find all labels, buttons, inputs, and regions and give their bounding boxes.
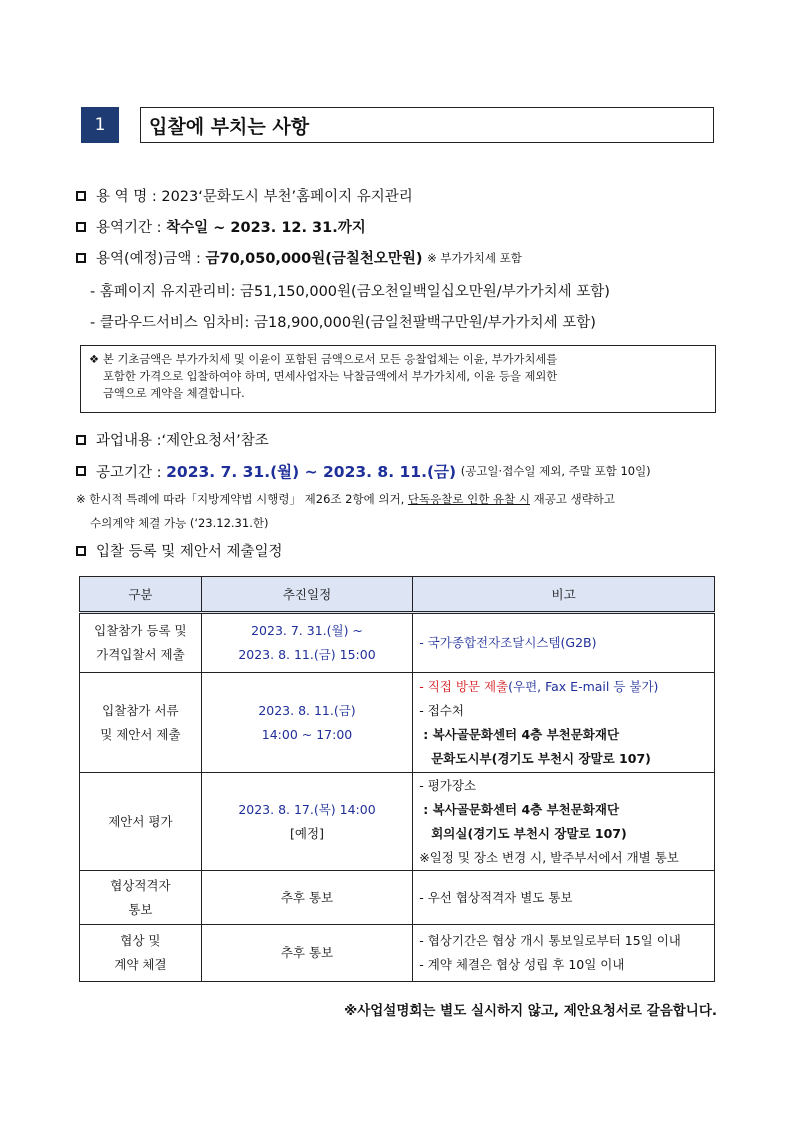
notice-line: 포함한 가격으로 입찰하여야 하며, 면세사업자는 낙찰금액에서 부가가치세, 이윤 등을 제외한 <box>103 370 558 383</box>
service-amount-label: 용역(예정)금액 : <box>96 251 201 267</box>
remarks-text: : 복사골문화센터 4층 부천문화재단 <box>423 726 620 742</box>
scope-value: ‘제안요청서’참조 <box>161 433 269 449</box>
header-remarks: 비고 <box>413 577 715 613</box>
category-text: 통보 <box>128 901 153 917</box>
scope-line <box>76 429 269 450</box>
schedule-table <box>79 576 715 982</box>
remarks-cell <box>413 673 715 773</box>
service-amount-note: ※ 부가가치세 포함 <box>427 250 522 265</box>
schedule-text: 2023. 8. 17.(목) 14:00 <box>238 801 376 817</box>
notice-period-value: 2023. 7. 31.(월) ~ 2023. 8. 11.(금) <box>166 463 457 481</box>
service-amount-value: 금70,050,000원(금칠천오만원) <box>205 251 423 267</box>
notice-box <box>80 345 716 413</box>
checkbox-bullet-icon <box>76 191 86 201</box>
remarks-cell <box>413 613 715 673</box>
schedule-cell <box>201 871 412 925</box>
schedule-cell <box>201 773 412 871</box>
category-cell <box>80 673 202 773</box>
table-row <box>80 613 715 673</box>
section-title: 입찰에 부치는 사항 <box>140 107 714 143</box>
special-provision-text: 수의계약 체결 가능 (‘23.12.31.한) <box>90 516 269 530</box>
remarks-text: : 복사골문화센터 4층 부천문화재단 <box>423 801 620 817</box>
schedule-text: 2023. 7. 31.(월) ~ <box>251 623 363 638</box>
remarks-cell <box>413 925 715 982</box>
remarks-text: 회의실(경기도 부천시 장말로 107) <box>431 825 627 841</box>
checkbox-bullet-icon <box>76 546 86 556</box>
remarks-cell <box>413 871 715 925</box>
homepage-cost-line <box>90 280 610 301</box>
service-amount-line <box>76 247 522 268</box>
category-text: 입찰참가 서류 <box>102 702 179 718</box>
schedule-heading-line <box>76 540 283 561</box>
remarks-text <box>419 675 714 699</box>
schedule-text: 14:00 ~ 17:00 <box>261 726 353 742</box>
category-text: 가격입찰서 제출 <box>96 647 185 662</box>
schedule-text: 추후 통보 <box>280 889 334 905</box>
category-cell <box>80 871 202 925</box>
diamond-bullet-icon: ❖ <box>89 353 100 366</box>
table-header-row <box>80 577 715 613</box>
category-text: 입찰참가 등록 및 <box>94 623 187 638</box>
table-row <box>80 925 715 982</box>
service-period-line <box>76 216 366 237</box>
remarks-text: - 국가종합전자조달시스템(G2B) <box>419 635 597 650</box>
service-period-label: 용역기간 : <box>96 220 162 236</box>
category-text: 계약 체결 <box>114 957 167 972</box>
schedule-cell <box>201 613 412 673</box>
notice-line: 본 기초금액은 부가가치세 및 이윤이 포함된 금액으로서 모든 응찰업체는 이윤, 부가가치세를 <box>103 353 558 366</box>
special-provision-prefix: ※ 한시적 특례에 따라「지방계약법 시행령」 제26조 2항에 의거, <box>76 492 405 506</box>
category-text: 및 제안서 제출 <box>100 726 181 742</box>
schedule-text: 추후 통보 <box>280 945 334 960</box>
footer-note: ※사업설명회는 별도 실시하지 않고, 제안요청서로 갈음합니다. <box>344 1003 717 1019</box>
service-period-value: 착수일 ~ 2023. 12. 31.까지 <box>166 220 366 236</box>
schedule-text: 2023. 8. 11.(금) <box>258 702 356 718</box>
schedule-cell <box>201 673 412 773</box>
schedule-heading: 입찰 등록 및 제안서 제출일정 <box>96 544 283 560</box>
remarks-cell <box>413 773 715 871</box>
notice-period-note: (공고일·접수일 제외, 주말 포함 10일) <box>460 464 651 478</box>
service-name-value: 2023‘문화도시 부천’홈페이지 유지관리 <box>161 189 413 205</box>
remarks-text: - 접수처 <box>419 702 464 718</box>
checkbox-bullet-icon <box>76 222 86 232</box>
remarks-text: 문화도시부(경기도 부천시 장말로 107) <box>431 750 651 766</box>
cloud-cost-line <box>90 311 596 332</box>
notice-period-label: 공고기간 : <box>96 464 162 481</box>
special-provision-line <box>76 491 615 507</box>
category-cell <box>80 925 202 982</box>
service-name-line <box>76 185 413 206</box>
remarks-warning-detail: (우편, Fax E-mail 등 불가) <box>508 678 659 694</box>
schedule-text: 2023. 8. 11.(금) 15:00 <box>238 647 376 662</box>
checkbox-bullet-icon <box>76 435 86 445</box>
category-cell <box>80 773 202 871</box>
schedule-cell <box>201 925 412 982</box>
notice-period-line <box>76 460 651 482</box>
table-row <box>80 673 715 773</box>
table-row <box>80 871 715 925</box>
cloud-cost-text: - 클라우드서비스 임차비: 금18,900,000원(금일천팔백구만원/부가가치세 포함) <box>90 315 596 331</box>
scope-label: 과업내용 : <box>96 433 162 449</box>
remarks-text: - 우선 협상적격자 별도 통보 <box>419 889 573 905</box>
special-provision-suffix: 재공고 생략하고 <box>533 492 616 506</box>
special-provision-line-2 <box>90 515 268 531</box>
homepage-cost-text: - 홈페이지 유지관리비: 금51,150,000원(금오천일백일십오만원/부가가치세 포함) <box>90 284 610 300</box>
table-row <box>80 773 715 871</box>
checkbox-bullet-icon <box>76 466 86 476</box>
section-number: 1 <box>81 107 119 143</box>
remarks-text: - 계약 체결은 협상 성립 후 10일 이내 <box>419 957 625 972</box>
category-text: 협상적격자 <box>110 877 171 893</box>
schedule-text: [예정] <box>290 825 324 841</box>
remarks-warning: - 직접 방문 제출 <box>419 678 509 694</box>
category-text: 협상 및 <box>120 933 161 948</box>
service-name-label: 용 역 명 : <box>96 189 157 205</box>
remarks-text: - 평가장소 <box>419 777 477 793</box>
notice-line: 금액으로 계약을 체결합니다. <box>103 387 245 400</box>
remarks-text: - 협상기간은 협상 개시 통보일로부터 15일 이내 <box>419 933 681 948</box>
header-schedule: 추진일정 <box>201 577 412 613</box>
category-cell <box>80 613 202 673</box>
special-provision-underline: 단독응찰로 인한 유찰 시 <box>407 492 530 506</box>
category-text: 제안서 평가 <box>108 813 173 829</box>
checkbox-bullet-icon <box>76 253 86 263</box>
remarks-text: ※일정 및 장소 변경 시, 발주부서에서 개별 통보 <box>419 849 679 865</box>
header-category: 구분 <box>80 577 202 613</box>
